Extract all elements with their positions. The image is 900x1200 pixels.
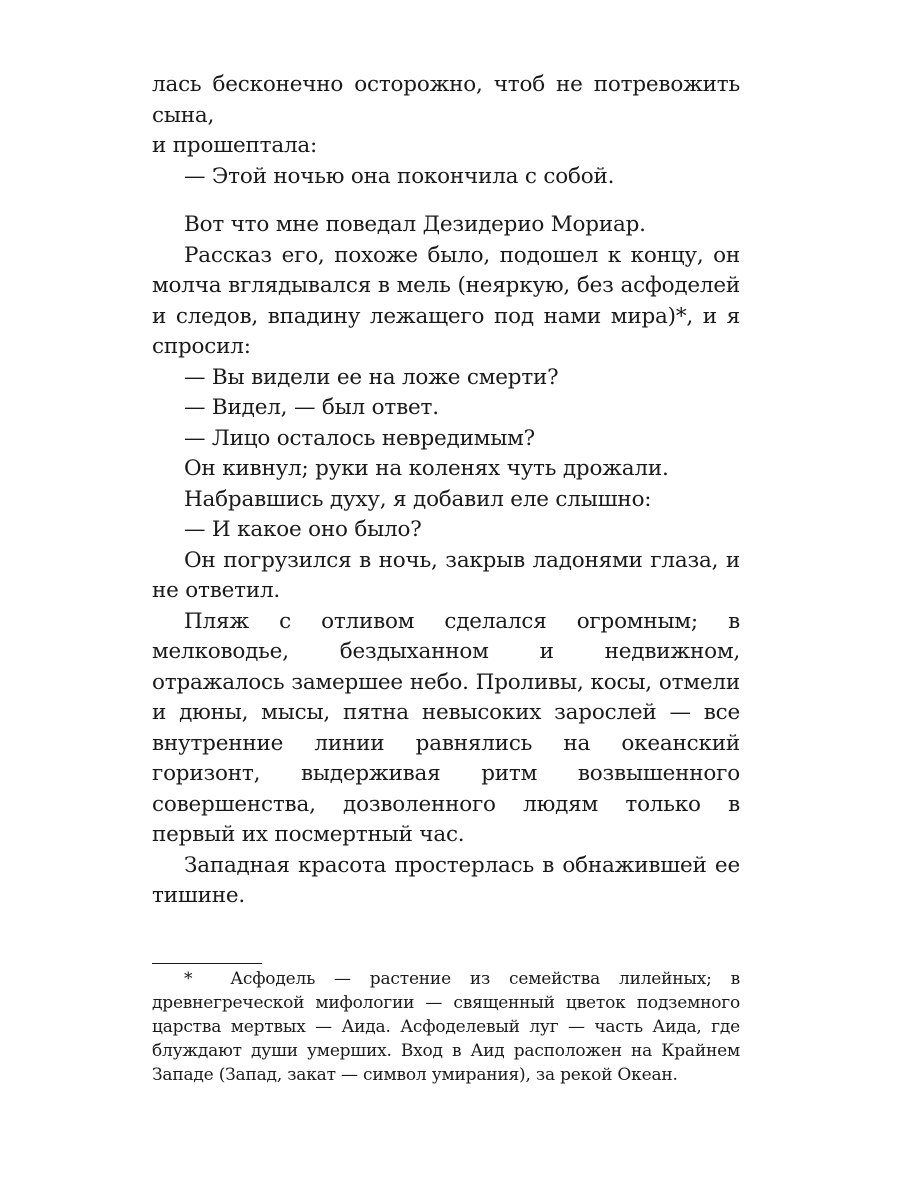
main-text (152, 210, 740, 912)
top-paragraph (152, 70, 740, 192)
dialogue-line: — Лицо осталось невредимым? (184, 425, 535, 451)
footnote-marker: * (184, 969, 193, 989)
paragraph: Набравшись духу, я добавил еле слышно: (184, 486, 652, 512)
footnote-paragraph (152, 967, 740, 1087)
paragraph: Рассказ его, похоже было, подошел к концу, он молча вглядывался в мель (неяркую, без асфоделей и следов, впадину лежащего под нами мира)*, и я спросил: (152, 242, 740, 359)
paragraph: Вот что мне поведал Дезидерио Мориар. (184, 212, 646, 237)
dialogue-line: — И какое оно было? (184, 517, 422, 542)
footnote-text: Асфодель — растение из семейства лилейных; в древнегреческой мифологии — священный цветок подземного царства мертвых — Аида. Асфоделевый луг — часть Аида, где блуждают души умерших. Вход в Аид расположен на Крайнем Западе (Запад, закат — символ умирания), за рекой Океан. (152, 969, 740, 1085)
footnote-divider (152, 963, 262, 964)
paragraph: Он погрузился в ночь, закрыв ладонями глаза, и не ответил. (152, 547, 740, 603)
dialogue-line: — Видел, — был ответ. (184, 395, 439, 420)
dialogue-line: — Вы видели ее на ложе смерти? (184, 364, 559, 390)
continued-line-2: и прошептала: (152, 133, 318, 158)
paragraph: Западная красота простерлась в обнажившей ее тишине. (152, 852, 740, 908)
paragraph: Он кивнул; руки на коленях чуть дрожали. (184, 456, 669, 481)
footnote (152, 967, 740, 1087)
continued-line-1: лась бесконечно осторожно, чтоб не потревожить сына, (152, 72, 740, 128)
quote-line: — Этой ночью она покончила с собой. (184, 163, 615, 189)
paragraph: Пляж с отливом сделался огромным; в мелководье, бездыханном и недвижном, отражалось замершее небо. Проливы, косы, отмели и дюны, мысы, пятна невысоких зарослей — все внутренние линии равнялись на океанский горизонт, выдерживая ритм возвышенного совершенства, дозволенного людям только в первый их посмертный час. (152, 608, 740, 847)
